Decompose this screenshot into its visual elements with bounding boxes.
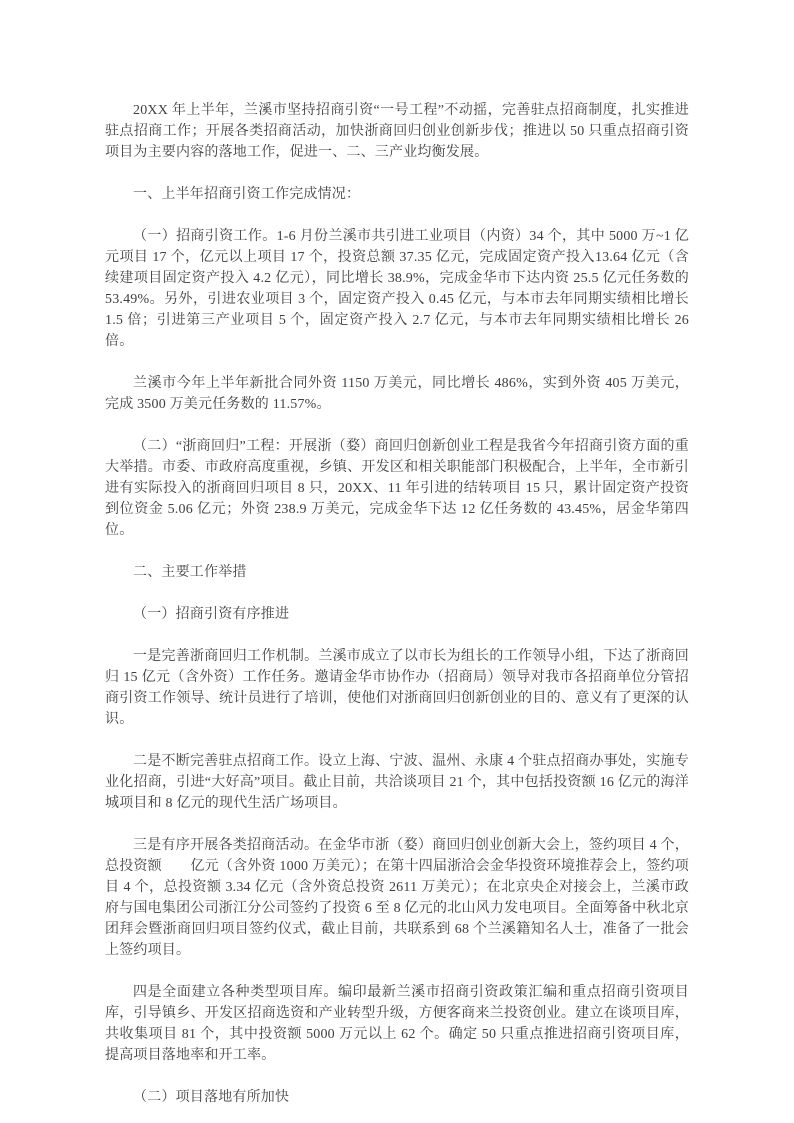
para-measure-4-project-database: 四是全面建立各种类型项目库。编印最新兰溪市招商引资政策汇编和重点招商引资项目库，引导镇乡、开发区招商选资和产业转型升级，方便客商来兰投资创业。建立在谈项目库，共收集项目 81 个，其中投资额 5000 万元以上 62 个。确定 50 只重点推进招商引资项目库，提高项目落地率和开工率。 [105,985,689,1063]
para-investment-promotion-work: （一）招商引资工作。1-6 月份兰溪市共引进工业项目（内资）34 个，其中 5000 万~1 亿元项目 17 个，亿元以上项目 17 个，投资总额 37.35 亿元，完成固定资产投入13.64 亿元（含续建项目固定资产投入 4.2 亿元），同比增长 38.9%，完成金华市下达内资 25.5 亿元任务数的 53.49%。另外，引进农业项目 3 个，固定资产投入 0.45 亿元，与本市去年同期实绩相比增长 1.5 倍；引进第三产业项目 5 个，固定资产投入 2.7 亿元，与本市去年同期实绩相比增长 26 倍。 [105,229,689,349]
para-measure-1-work-mechanism: 一是完善浙商回归工作机制。兰溪市成立了以市长为组长的工作领导小组，下达了浙商回归 15 亿元（含外资）工作任务。邀请金华市协作办（招商局）领导对我市各招商单位分管招商引资工作领导、统计员进行了培训，使他们对浙商回归创新创业的目的、意义有了更深的认识。 [105,649,689,727]
heading-section-1-first-half-results: 一、上半年招商引资工作完成情况： [133,187,361,202]
heading-section-2-main-measures: 二、主要工作举措 [133,565,247,580]
para-measure-3-promotion-activities: 三是有序开展各类招商活动。在金华市浙（婺）商回归创业创新大会上，签约项目 4 个，总投资额 亿元（含外资 1000 万美元）；在第十四届浙洽会金华投资环境推荐会上，签约项目 4 个，总投资额 3.34 亿元（含外资总投资 2611 万美元）；在北京央企对接会上，兰溪市政府与国电集团公司浙江分公司签约了投资 6 至 8 亿元的北山风力发电项目。全面筹备中秋北京团拜会暨浙商回归项目签约仪式，截止目前，共联系到 68 个兰溪籍知名人士，准备了一批会上签约项目。 [105,838,689,958]
heading-subsection-2-2-project-landing: （二）项目落地有所加快 [133,1090,290,1105]
para-foreign-capital-results: 兰溪市今年上半年新批合同外资 1150 万美元，同比增长 486%，实到外资 405 万美元，完成 3500 万美元任务数的 11.57%。 [105,376,689,412]
intro-paragraph: 20XX 年上半年，兰溪市坚持招商引资“一号工程”不动摇，完善驻点招商制度，扎实推进驻点招商工作；开展各类招商活动，加快浙商回归创业创新步伐；推进以 50 只重点招商引资项目为主要内容的落地工作，促进一、二、三产业均衡发展。 [105,103,689,160]
para-zheshang-return-project: （二）“浙商回归”工程：开展浙（婺）商回归创新创业工程是我省今年招商引资方面的重大举措。市委、市政府高度重视，乡镇、开发区和相关职能部门积极配合，上半年，全市新引进有实际投入的浙商回归项目 8 只，20XX、11 年引进的结转项目 15 只，累计固定资产投资到位资金 5.06 亿元；外资 238.9 万美元，完成金华下达 12 亿任务数的 43.45%，居金华第四位。 [105,439,689,538]
para-measure-2-stationed-offices: 二是不断完善驻点招商工作。设立上海、宁波、温州、永康 4 个驻点招商办事处，实施专业化招商，引进“大好高”项目。截止目前，共洽谈项目 21 个，其中包括投资额 16 亿元的海洋城项目和 8 亿元的现代生活广场项目。 [105,754,689,811]
heading-subsection-2-1-orderly-promotion: （一）招商引资有序推进 [133,607,290,622]
